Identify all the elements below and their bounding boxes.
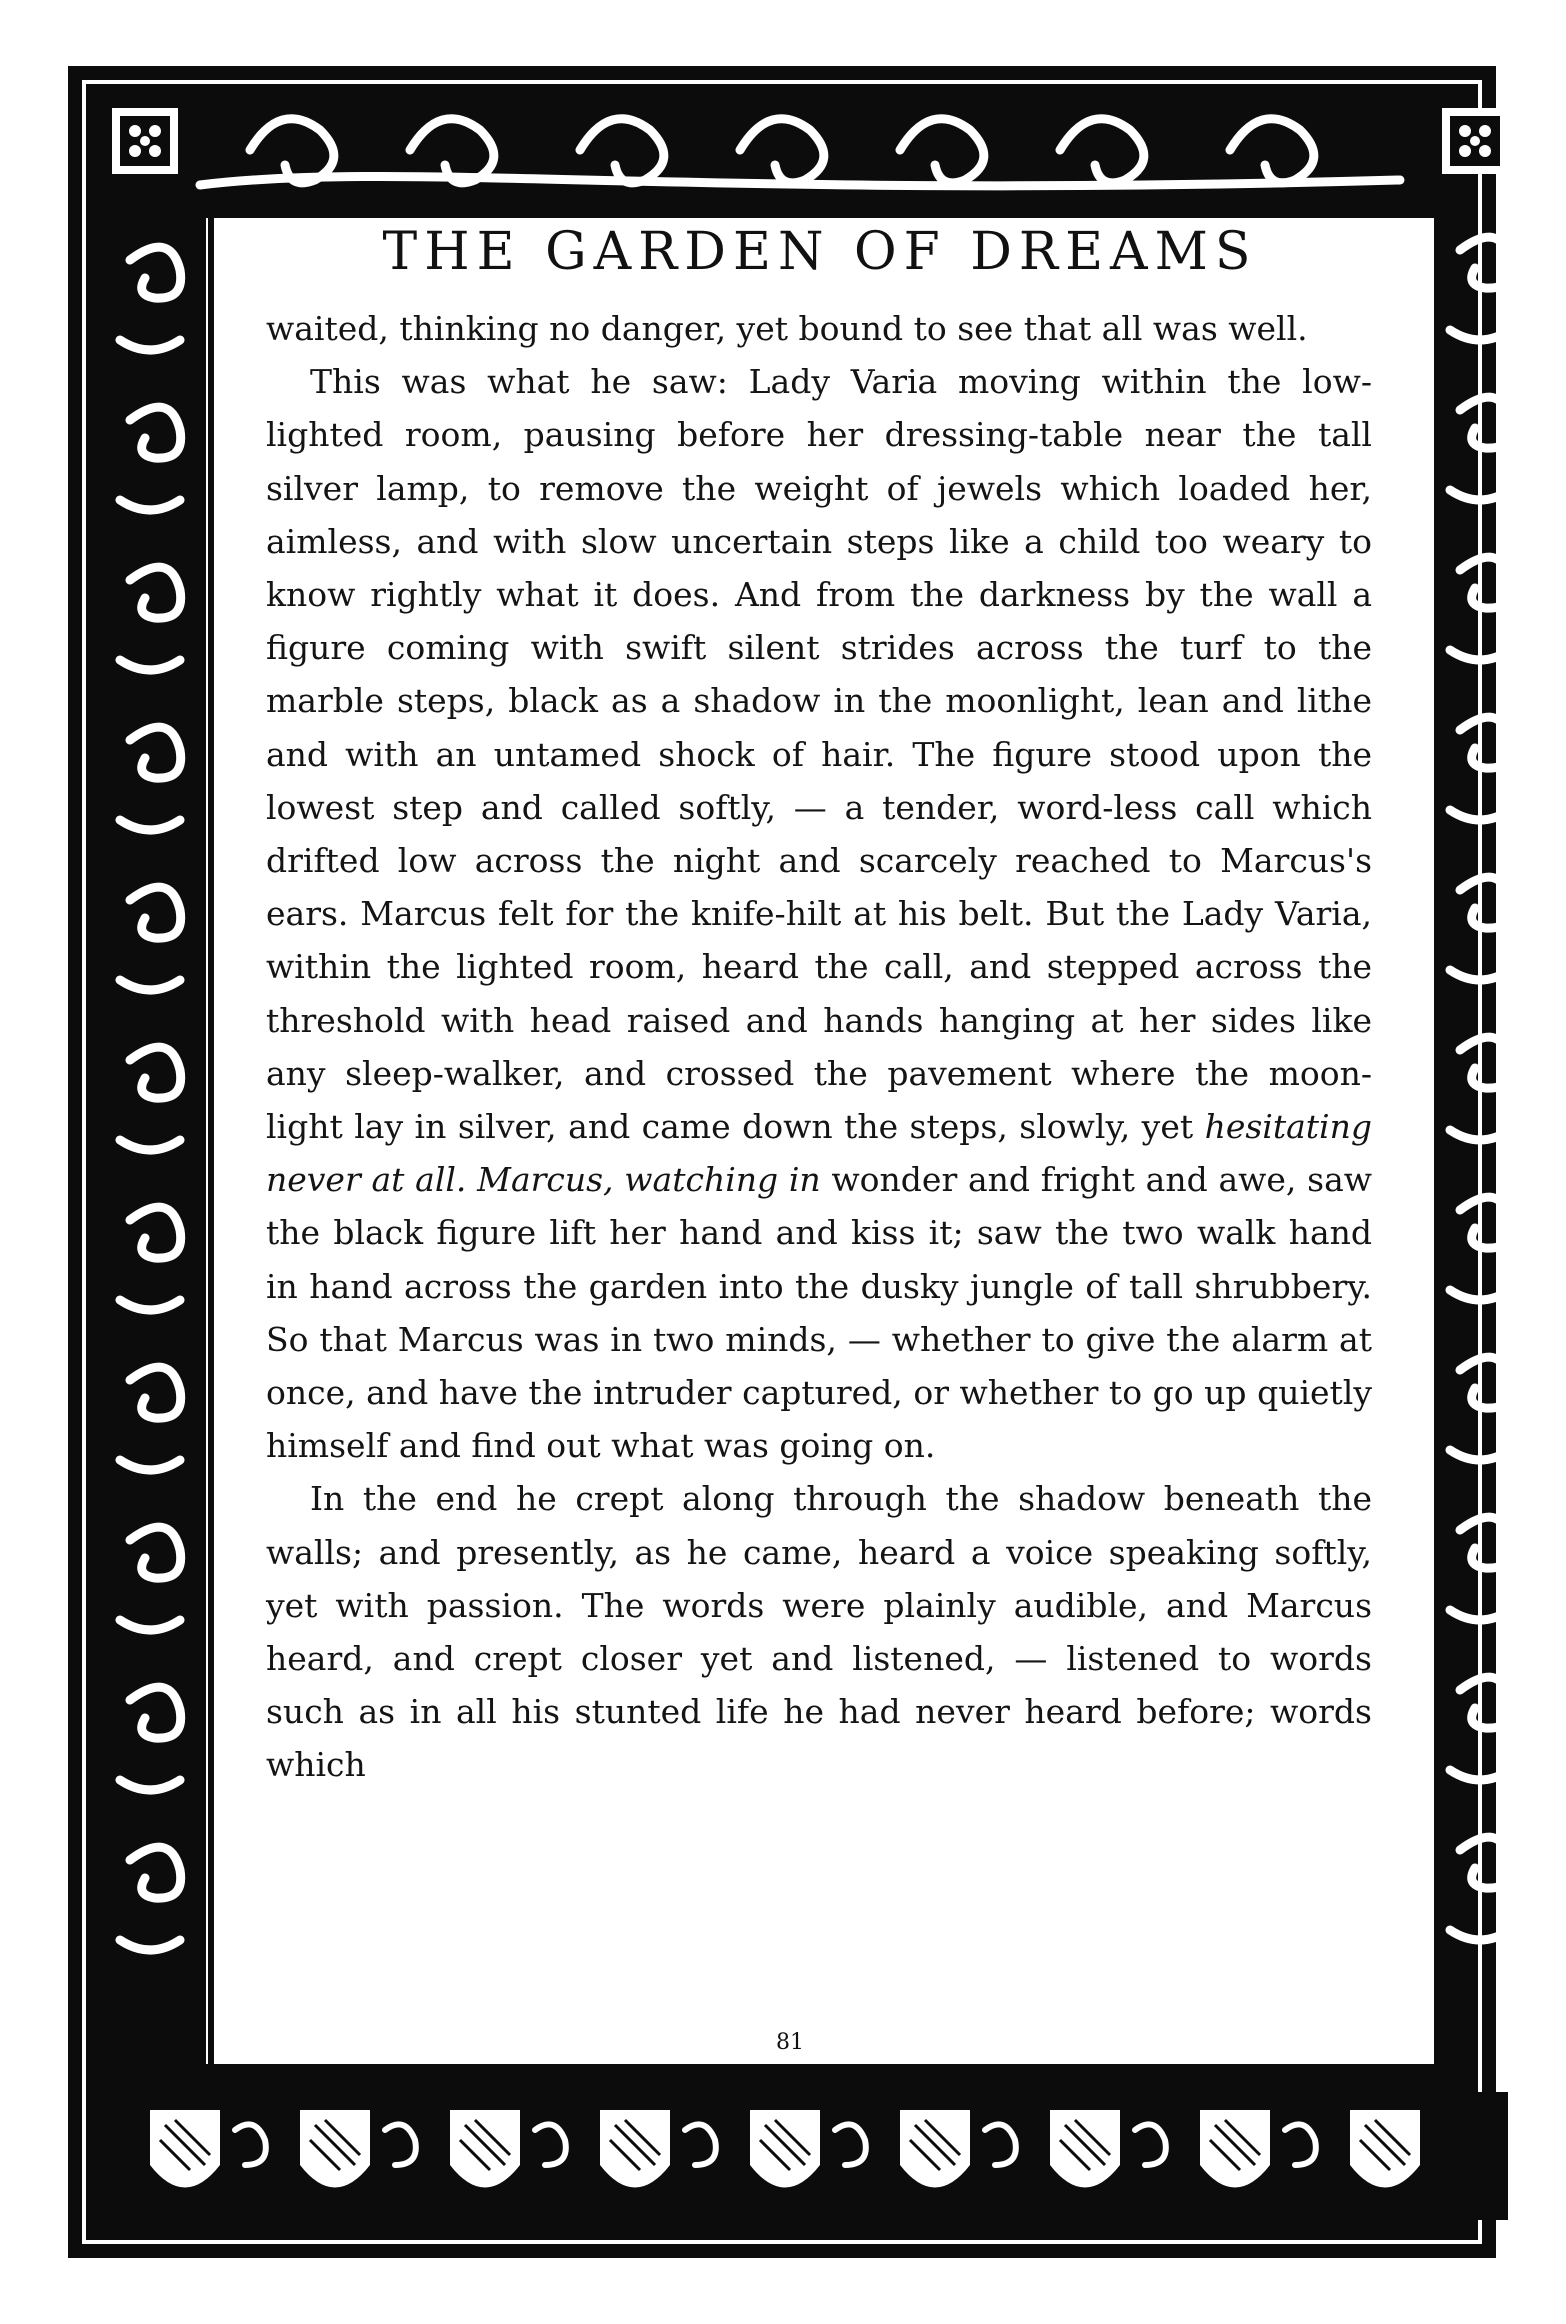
paragraph xyxy=(266,355,1372,1472)
panel-inner-rule xyxy=(208,218,214,2064)
corner-rosette-icon xyxy=(1442,108,1508,174)
scroll-swirl-icon xyxy=(120,247,181,1950)
paragraph-text: wonder and fright and awe, saw the black figure lift her hand and kiss it; saw the two walk hand in hand across the garden into the dusky jungle of tall shrubbery. So that Marcus was in two minds, — whether to give the alarm at once, and have the intruder captured, or whether to go up quietly himself and find out what was going on. xyxy=(266,1160,1373,1466)
acanthus-scroll-icon xyxy=(200,119,1400,186)
scroll-swirl-icon xyxy=(1450,237,1511,1940)
running-head: THE GARDEN OF DREAMS xyxy=(382,222,1258,282)
paragraph-text: This was what he saw: Lady Varia moving within the low-lighted room, pausing before her dressing-table near the tall silver lamp, to remove the weight of jewels which loaded her, aimless, and with slow uncertain steps like a child too weary to know rightly what it does. And from the darkness by the wall a figure coming with swift silent strides across the turf to the marble steps, black as a shadow in the moonlight, lean and lithe and with an untamed shock of hair. The figure stood upon the lowest step and called softly, — a tender, word-less call which drifted low across the night and scarcely reached to Marcus's ears. Marcus felt for the knife-hilt at his belt. But the Lady Varia, within the lighted room, heard the call, and stepped across the threshold with head raised and hands hanging at her sides like any sleep-walker, and crossed the pavement where the moon-light lay in silver, and came down the steps, slowly, yet xyxy=(266,362,1372,1147)
shield-cartouche-icon xyxy=(112,2092,1508,2220)
paragraph: In the end he crept along through the shadow beneath the walls; and presently, as he came, heard a voice speaking softly, yet with passion. The words were plainly audible, and Marcus heard, and crept closer yet and listened, — listened to words such as in all his stunted life he had never heard before; words which xyxy=(266,1479,1372,1785)
body-text xyxy=(266,302,1372,1792)
page-number: 81 xyxy=(776,2030,804,2055)
corner-rosette-icon xyxy=(112,108,178,174)
paragraph: waited, thinking no danger, yet bound to see that all was well. xyxy=(266,309,1308,348)
italic-text: hesitating never at all. Marcus, watching in xyxy=(266,1107,1372,1200)
